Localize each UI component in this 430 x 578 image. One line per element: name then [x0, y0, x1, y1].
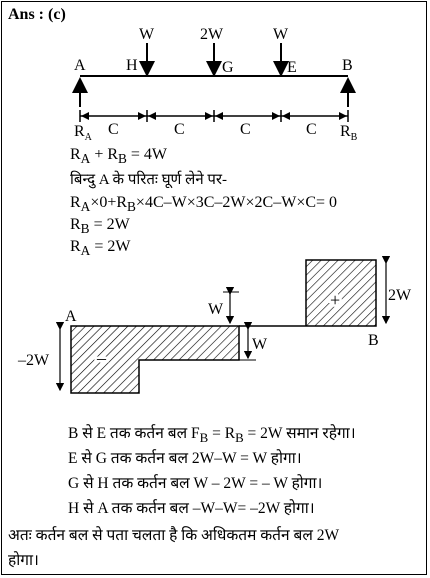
conclusion-line-1: अतः कर्तन बल से पता चलता है कि अधिकतम कर्तन बल 2W: [8, 527, 340, 544]
beam-label-g: G: [222, 59, 234, 76]
spacing-label-4: C: [306, 121, 317, 138]
sfd-label-b: B: [368, 332, 379, 349]
sum-equation: $R_A + R_B = 4W$: [70, 146, 168, 167]
beam-diagram: [0, 0, 430, 150]
beam-label-e: E: [287, 59, 297, 76]
moment-equation: $R_A\times 0+R_B\times 4C-W\times 3C-2W\times 2C-W\times C= 0$: [70, 194, 338, 215]
ra-equation: $R_A = 2W$: [70, 238, 131, 259]
sfd-plus-sign: +: [330, 290, 341, 310]
sfd-positive-region: [239, 260, 376, 326]
load-label-w1: W: [139, 26, 155, 43]
beam-label-b: B: [342, 57, 353, 74]
dim-w-lower-label: W: [252, 336, 268, 353]
spacing-label-3: C: [240, 121, 251, 138]
reaction-label-a: $R_A$: [74, 123, 92, 143]
explanation-g-to-h: G से H तक कर्तन बल W – 2W = – W होगा।: [68, 475, 323, 492]
explanation-e-to-g: E से G तक कर्तन बल 2W–W = W होगा।: [68, 450, 302, 467]
sfd-label-a: A: [65, 308, 77, 325]
spacing-label-2: C: [174, 121, 185, 138]
beam-label-h: H: [126, 57, 138, 74]
explanation-b-to-e: B से E तक कर्तन बल $F_B = R_B = 2W$ समान रहेगा।: [68, 425, 356, 446]
spacing-label-1: C: [108, 121, 119, 138]
sfd-minus-sign: –: [97, 348, 106, 368]
shear-force-diagram: [0, 250, 430, 410]
load-label-w2: W: [273, 26, 289, 43]
dim-neg2w-label: –2W: [18, 352, 50, 369]
conclusion-line-2: होगा।: [8, 552, 39, 569]
beam-label-a: A: [74, 57, 86, 74]
dim-w-upper-label: W: [208, 301, 224, 318]
moment-intro: बिन्दु A के परितः घूर्ण लेने पर-: [70, 172, 228, 188]
explanation-h-to-a: H से A तक कर्तन बल –W–W= –2W होगा।: [68, 500, 315, 517]
answer-label: Ans : (c): [8, 6, 66, 23]
load-label-2w: 2W: [200, 26, 224, 43]
rb-equation: $R_B = 2W$: [70, 216, 130, 237]
reaction-label-b: $R_B$: [340, 123, 358, 143]
dim-2w-label: 2W: [388, 287, 412, 304]
